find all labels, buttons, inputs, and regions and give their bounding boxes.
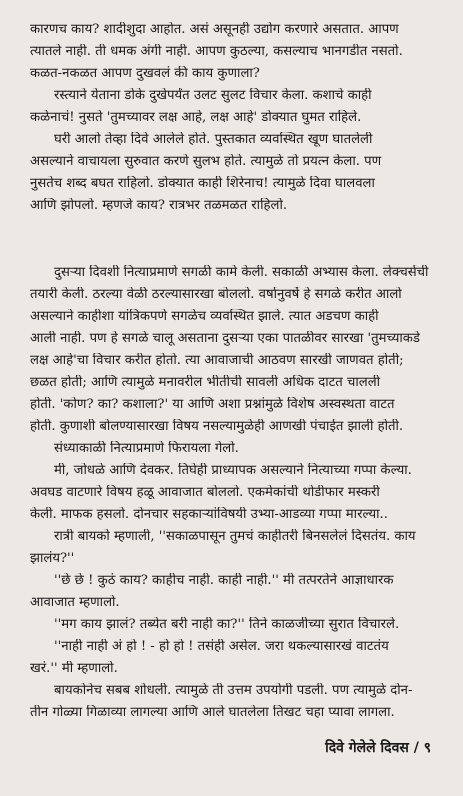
text-line: आली नाही. पण हे सगळे चालू असताना दुसऱ्या एका पातळीवर सारखा 'तुमच्याकडे <box>30 331 420 346</box>
text-line: कळत-नकळत आपण दुखवलं की काय कुणाला? <box>30 66 260 81</box>
text-line: घरी आलो तेव्हा दिवे आलेले होते. पुस्तकात व्यवस्थित खूण घातलेली <box>54 132 373 147</box>
text-line: ''मग काय झालं? तब्येत बरी नाही का?'' तिने काळजीच्या सुरात विचारले. <box>54 617 400 632</box>
text-line: तयारी केली. ठरल्या वेळी ठरल्यासारखा बोललो. वर्षानुवर्षे हे सगळे करीत आलो <box>30 287 402 302</box>
text-line: रात्री बायको म्हणाली, ''सकाळपासून तुमचं काहीतरी बिनसलेलं दिसतंय. काय <box>54 529 416 544</box>
text-line: आवाजात म्हणालो. <box>30 595 120 610</box>
text-line: दुसऱ्या दिवशी नित्याप्रमाणे सगळी कामे केली. सकाळी अभ्यास केला. लेक्चर्सची <box>54 265 429 280</box>
text-line: केली. माफक हसलो. दोनचार सहकाऱ्यांविषयी उभ्या-आडव्या गप्पा मारल्या.. <box>30 507 388 522</box>
page-footer: दिवे गेलेले दिवस / ९ <box>325 740 431 756</box>
text-line: कारणच काय? शादीशुदा आहोत. असं असूनही उद्योग करणारे असतात. आपण <box>30 22 399 37</box>
text-line: नुसतेच शब्द बघत राहिलो. डोक्यात काही शिरेनाच! त्यामुळे दिवा घालवला <box>30 176 375 191</box>
text-line: झालंय?'' <box>30 551 75 566</box>
text-line: संध्याकाळी नित्याप्रमाणे फिरायला गेलो. <box>54 441 239 456</box>
text-line: अवघड वाटणारे विषय हळू आवाजात बोललो. एकमेकांची थोडीफार मस्करी <box>30 485 380 500</box>
text-line: आणि झोपलो. म्हणजे काय? रात्रभर तळमळत राहिलो. <box>30 198 288 213</box>
text-line: असल्याने वाचायला सुरुवात करणे सुलभ होते. त्यामुळे तो प्रयत्न केला. पण <box>30 154 382 169</box>
text-line: होती. कुणाशी बोलण्यासारखा विषय नसल्यामुळेही आणखी पंचाईत झाली होती. <box>30 419 404 434</box>
text-line: होती. 'कोण? का? कशाला?' या आणि अशा प्रश्नांमुळे विशेष अस्वस्थता वाटत <box>30 397 395 412</box>
text-line: मी, जोधळे आणि देवकर. तिघेही प्राध्यापक असल्याने नित्याच्या गप्पा केल्या. <box>54 463 412 478</box>
text-line: कळेनाचं! नुसते 'तुमच्यावर लक्ष आहे, लक्ष आहे' डोक्यात घुमत राहिले. <box>30 110 362 125</box>
text-line: ''नाही नाही अं हो ! - हो हो ! तसंही असेल. जरा थकल्यासारखं वाटतंय <box>54 639 389 654</box>
text-line: लक्ष आहे'चा विचार करीत होतो. त्या आवाजाची आठवण सारखी जाणवत होती; <box>30 353 404 368</box>
text-line: त्यातले नाही. ती धमक अंगी नाही. आपण कुठल्या, कसल्याच भानगडीत नसतो. <box>30 44 403 59</box>
text-line: बायकोनेच सबब शोधली. त्यामुळे ती उत्तम उपयोगी पडली. पण त्यामुळे दोन- <box>54 683 413 698</box>
text-line: तीन गोळ्या गिळाव्या लागल्या आणि आले घातलेला तिखट चहा प्यावा लागला. <box>30 705 395 720</box>
text-line: असल्याने काहीशा यांत्रिकपणे सगळेच व्यवस्थित झाले. त्यात अडचण काही <box>30 309 379 324</box>
text-line: रस्त्याने येताना डोके दुखेपर्यंत उलट सुलट विचार केला. कशाचे काही <box>54 88 372 103</box>
text-line: छळत होती; आणि त्यामुळे मनावरील भीतीची सावली अधिक दाटत चालली <box>30 375 381 390</box>
text-line: ''छे छे ! कुठं काय? काहीच नाही. काही नाही.'' मी तत्परतेने आज्ञाधारक <box>54 573 394 588</box>
text-line: खरं.'' मी म्हणालो. <box>30 661 118 676</box>
